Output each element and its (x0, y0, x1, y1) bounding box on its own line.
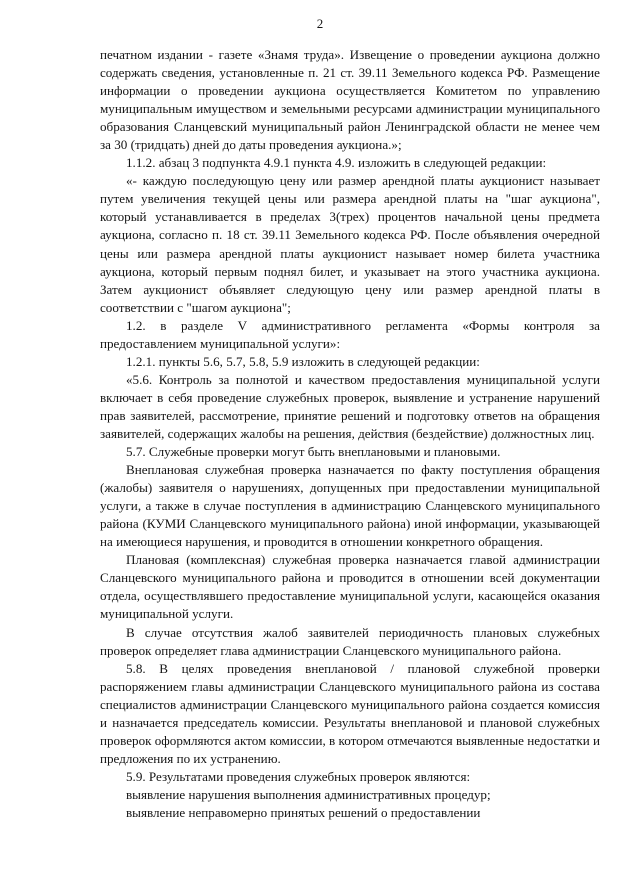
paragraph: 1.1.2. абзац 3 подпункта 4.9.1 пункта 4.9. изложить в следующей редакции: (126, 155, 547, 171)
paragraph: выявление нарушения выполнения административных процедур; (126, 786, 491, 802)
paragraph: «- каждую последующую цену или размер арендной платы аукционист называет путем увеличения текущей цены или размера арендной платы на "шаг аукциона", который устанавливается в пределах 3(трех) процентов начальной цены предмета аукциона, согласно п. 18 ст. 39.11 Земельного кодекса РФ. После объявления очередной цены или размера арендной платы аукционист называет номер билета участника аукциона, который первым поднял билет, и указывает на этого участника аукциона. Затем аукционист объявляет следующую цену или размер арендной платы в соответствии с "шагом аукциона"; (100, 173, 600, 315)
paragraph: 5.9. Результатами проведения служебных проверок являются: (126, 768, 471, 784)
document-body (100, 46, 600, 822)
paragraph: Внеплановая служебная проверка назначается по факту поступления обращения (жалобы) заявителя о нарушениях, допущенных при предоставлении муниципальной услуги, а также в случае поступления в администрацию Сланцевского муниципального района (КУМИ Сланцевского муниципального района) иной информации, указывающей на имеющиеся нарушения, и проводится в отношении конкретного обращения. (100, 462, 600, 550)
paragraph: 5.8. В целях проведения внеплановой / плановой служебной проверки распоряжением главы администрации Сланцевского муниципального района из состава специалистов администрации Сланцевского муниципального района создается комиссия и назначается председатель комиссии. Результаты внеплановой и плановой служебных проверок оформляются актом комиссии, в котором отмечаются выявленные недостатки и предложения по их устранению. (100, 660, 600, 766)
paragraph: 1.2. в разделе V административного регламента «Формы контроля за предоставлением муниципальной услуги»: (100, 317, 600, 351)
paragraph: «5.6. Контроль за полнотой и качеством предоставления муниципальной услуги включает в себя проведение служебных проверок, выявление и устранение нарушений прав заявителей, рассмотрение, принятие решений и подготовку ответов на обращения заявителей, содержащих жалобы на решения, действия (бездействие) должностных лиц. (100, 371, 600, 441)
page-number: 2 (316, 16, 324, 31)
paragraph: выявление неправомерно принятых решений о предоставлении (126, 804, 481, 820)
paragraph: Плановая (комплексная) служебная проверка назначается главой администрации Сланцевского муниципального района и проводится в отношении всей документации отдела, осуществлявшего предоставление муниципальной услуги, касающейся оказания муниципальной услуги. (100, 552, 600, 622)
paragraph: 1.2.1. пункты 5.6, 5.7, 5.8, 5.9 изложить в следующей редакции: (126, 353, 480, 369)
paragraph: печатном издании - газете «Знамя труда». Извещение о проведении аукциона должно содержать сведения, установленные п. 21 ст. 39.11 Земельного кодекса РФ. Размещение информации о проведении аукциона осуществляется Комитетом по управлению муниципальным имуществом и земельными ресурсами администрации муниципального образования Сланцевский муниципальный район Ленинградской области не менее чем за 30 (тридцать) дней до даты проведения аукциона.»; (100, 47, 600, 153)
paragraph: В случае отсутствия жалоб заявителей периодичность плановых служебных проверок определяет глава администрации Сланцевского муниципального района. (100, 624, 600, 658)
paragraph: 5.7. Служебные проверки могут быть внеплановыми и плановыми. (126, 444, 501, 460)
